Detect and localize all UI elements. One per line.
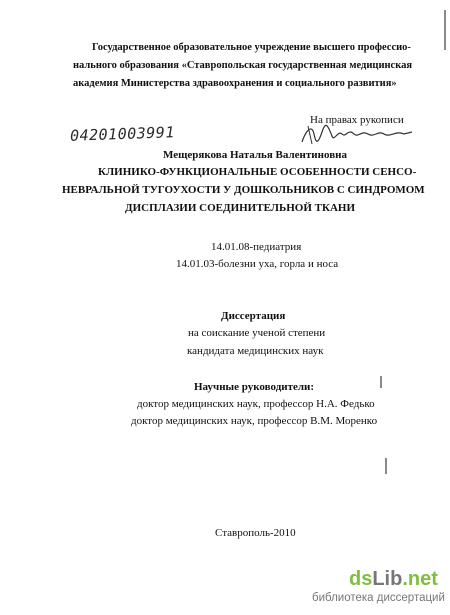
supervisors-heading: Научные руководители: [194,381,315,393]
title-line-3: ДИСПЛАЗИИ СОЕДИНИТЕЛЬНОЙ ТКАНИ [125,202,356,214]
degree-line-2: кандидата медицинских наук [187,345,324,357]
watermark-logo-lib: Lib [372,568,403,590]
specialty-2: 14.01.03-болезни уха, горла и носа [176,258,339,270]
supervisor-2: доктор медицинских наук, профессор В.М. Моренко [131,415,378,427]
title-line-1: КЛИНИКО-ФУНКЦИОНАЛЬНЫЕ ОСОБЕННОСТИ СЕНСО- [98,166,417,178]
watermark-subtitle: библиотека диссертаций [312,592,445,604]
watermark-logo-net: .net [402,568,438,590]
institution-line-1: Государственное образовательное учреждение высшего профессио- [92,42,411,53]
place-year: Ставрополь-2010 [215,527,296,539]
dissertation-heading: Диссертация [221,310,286,322]
author-name: Мещерякова Наталья Валентиновна [163,149,347,161]
manuscript-rights: На правах рукописи [310,114,404,126]
scan-mark [380,376,382,388]
scan-mark [385,458,387,474]
specialty-1: 14.01.08-педиатрия [211,241,302,253]
institution-line-3: академия Министерства здравоохранения и социального развития» [73,78,397,89]
watermark-logo-ds: ds [349,568,373,590]
signature [298,120,416,148]
scan-edge-mark [444,10,446,50]
supervisor-1: доктор медицинских наук, профессор Н.А. Федько [137,398,375,410]
institution-line-2: нального образования «Ставропольская государственная медицинская [73,60,413,71]
registration-number: 04201003991 [69,123,176,145]
watermark-logo[interactable] [349,568,438,591]
degree-line-1: на соискание ученой степени [188,327,326,339]
title-line-2: НЕВРАЛЬНОЙ ТУГОУХОСТИ У ДОШКОЛЬНИКОВ С СИНДРОМОМ [62,184,425,196]
